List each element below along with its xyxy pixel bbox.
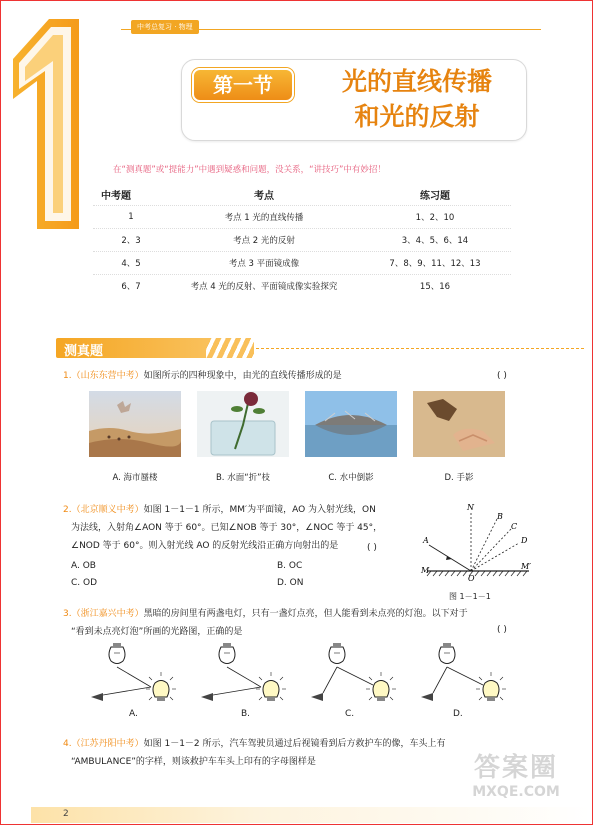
table-cell: 7、8、9、11、12、13 <box>389 259 481 269</box>
question-1 <box>63 367 342 385</box>
question-2-line: ∠NOD 等于 60°。则入射光线 AO 的反射光线沿正确方向射出的是 <box>71 541 339 551</box>
table-cell: 1 <box>128 212 134 222</box>
question-number: 4. <box>63 739 72 749</box>
label-n: N <box>467 503 474 512</box>
label-a: A <box>423 536 429 545</box>
intro-text: 在“测真题”或“提能力”中遇到疑惑和问题，没关系，“讲技巧”中有妙招！ <box>113 165 386 175</box>
table-row <box>93 228 511 251</box>
question-number: 1. <box>63 371 72 381</box>
question-2-line <box>63 501 419 519</box>
figure-caption: 图 1－1－1 <box>449 592 491 601</box>
option-c: C. <box>345 709 355 719</box>
option-caption: D. 手影 <box>444 473 474 483</box>
label-m-prime: M′ <box>521 562 532 571</box>
watermark-line2: MXQE.COM <box>472 784 560 800</box>
option-b: B. OC <box>277 561 303 571</box>
footer-bar <box>31 807 591 823</box>
section-badge: 第一节 <box>192 68 294 102</box>
section-title <box>312 64 522 134</box>
question-text: 如图所示的四种现象中，由光的直线传播形成的是 <box>143 371 342 381</box>
section-heading-dashes <box>256 348 584 349</box>
table-cell: 3、4、5、6、14 <box>401 236 469 246</box>
option-d: D. <box>453 709 463 719</box>
option-a: A. <box>129 709 138 719</box>
section-heading-text: 测真题 <box>64 344 104 359</box>
table-cell: 4、5 <box>121 259 141 269</box>
table-header-cell: 练习题 <box>420 190 450 202</box>
label-o: O <box>468 574 475 583</box>
option-d: D. ON <box>277 578 304 588</box>
question-3-line: “看到未点亮灯泡”所画的光路图，正确的是 <box>71 627 243 637</box>
question-text: 如图 1－1－2 所示，汽车驾驶员通过后视镜看到后方救护车的像，车头上有 <box>143 739 446 749</box>
section-title-line1: 光的直线传播 <box>341 67 492 96</box>
answer-parentheses: ( ) <box>497 625 507 635</box>
answer-parentheses: ( ) <box>367 543 377 553</box>
question-4-line: “AMBULANCE”的字样，则该救护车车头上印有的字母图样是 <box>71 757 316 767</box>
exam-topic-table <box>93 183 511 297</box>
question-source: （浙江嘉兴中考） <box>71 609 144 619</box>
table-cell: 考点 3 平面镜成像 <box>228 259 300 269</box>
option-caption: B. 水面“折”枝 <box>215 473 271 483</box>
option-c: C. OD <box>71 578 98 588</box>
option-caption: C. 水中倒影 <box>328 473 374 483</box>
table-row <box>93 274 511 297</box>
table-row <box>93 251 511 274</box>
label-b: B <box>497 512 503 521</box>
chapter-number-graphic <box>5 11 83 231</box>
question-source: （江苏丹阳中考） <box>71 739 144 749</box>
table-header-row <box>93 183 511 205</box>
question-3 <box>63 605 533 641</box>
page-number: 2 <box>63 809 69 819</box>
label-m: M <box>421 566 430 575</box>
series-label: 中考总复习 · 物理 <box>131 20 199 34</box>
bent-stem-photo <box>197 391 289 457</box>
water-reflection-photo <box>305 391 397 457</box>
table-cell: 15、16 <box>419 282 451 292</box>
question-2 <box>63 501 419 555</box>
table-row <box>93 205 511 228</box>
question-source: （山东东营中考） <box>71 371 144 381</box>
label-d: D <box>521 536 528 545</box>
question-text: 黑暗的房间里有两盏电灯，只有一盏灯点亮，但人能看到未点亮的灯泡。以下对于 <box>143 609 468 619</box>
section-heading-stripes <box>206 338 254 358</box>
question-source: （北京顺义中考） <box>71 505 144 515</box>
question-number: 2. <box>63 505 72 515</box>
table-cell: 考点 4 光的反射、平面镜成像实验探究 <box>190 282 338 292</box>
option-a: A. OB <box>71 561 96 571</box>
question-text: 如图 1－1－1 所示，MM′为平面镜，AO 为入射光线，ON <box>143 505 376 515</box>
section-heading-bar <box>56 335 586 361</box>
table-cell: 考点 1 光的直线传播 <box>224 213 304 223</box>
question-number: 3. <box>63 609 72 619</box>
table-header-cell: 中考题 <box>101 190 131 202</box>
label-c: C <box>511 522 518 531</box>
option-caption: A. 海市蜃楼 <box>112 473 158 483</box>
table-cell: 考点 2 光的反射 <box>233 236 295 246</box>
table-cell: 1、2、10 <box>415 213 455 223</box>
question-2-line: 为法线，入射角∠AON 等于 60°。已知∠NOB 等于 30°，∠NOC 等于 45°， <box>71 523 383 533</box>
hand-shadow-photo <box>413 391 505 457</box>
answer-parentheses: ( ) <box>497 371 507 381</box>
reflection-diagram <box>419 501 539 597</box>
table-cell: 2、3 <box>121 236 141 246</box>
mirage-photo <box>89 391 181 457</box>
option-b: B. <box>241 709 251 719</box>
page-footer <box>1 799 593 825</box>
section-title-line2: 和光的反射 <box>354 102 480 131</box>
table-header-cell: 考点 <box>254 190 274 202</box>
section-title-card <box>181 59 527 141</box>
question-3-line <box>63 605 533 623</box>
watermark-line1: 答案圈 <box>473 753 558 783</box>
table-cell: 6、7 <box>121 282 141 292</box>
light-path-diagrams <box>87 637 527 707</box>
